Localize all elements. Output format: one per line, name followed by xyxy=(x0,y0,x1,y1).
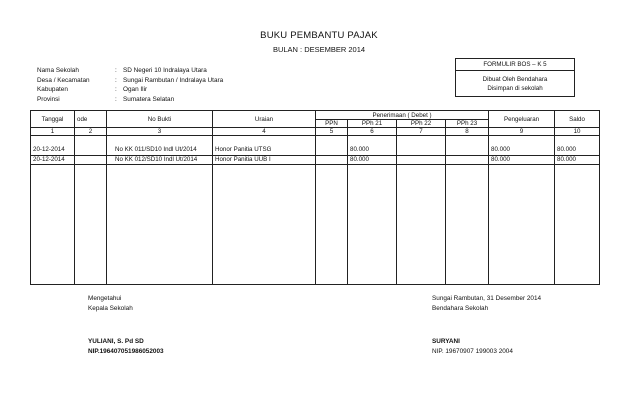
form-note xyxy=(456,71,574,96)
cell-uraian: Honor Panitia UTSG xyxy=(213,136,316,156)
info-label: Kabupaten xyxy=(37,86,68,94)
cell-ppn xyxy=(316,156,348,165)
signature-role: Bendahara Sekolah xyxy=(432,304,489,312)
cell-ppn xyxy=(316,136,348,156)
col-header-pph22: PPh 22 xyxy=(397,120,446,128)
info-row-nama-sekolah xyxy=(37,66,223,76)
column-number: 5 xyxy=(316,128,348,136)
info-value: Sungai Rambutan / Indralaya Utara xyxy=(123,76,224,84)
cell-saldo: 80.000 xyxy=(555,136,600,156)
cell-pengeluaran: 80.000 xyxy=(489,136,555,156)
column-number: 6 xyxy=(348,128,397,136)
info-value: Sumatera Selatan xyxy=(123,95,175,103)
cell-kode xyxy=(75,156,107,165)
info-colon: : xyxy=(115,86,117,94)
table-row xyxy=(31,136,600,156)
info-value: SD Negeri 10 Indralaya Utara xyxy=(123,67,207,74)
form-note-line: Disimpan di sekolah xyxy=(487,85,543,92)
column-number-row xyxy=(31,128,600,136)
info-row-desa-kecamatan xyxy=(37,76,223,86)
info-colon: : xyxy=(115,95,117,103)
column-number: 2 xyxy=(75,128,107,136)
signature-line: Mengetahui xyxy=(88,295,122,302)
tax-ledger-table xyxy=(30,110,600,285)
info-colon: : xyxy=(115,67,117,74)
cell-no-bukti: No KK 012/SD10 Indl Ut/2014 xyxy=(107,156,213,165)
column-number: 8 xyxy=(446,128,489,136)
form-code: FORMULIR BOS – K 5 xyxy=(456,59,574,71)
info-label: Provinsi xyxy=(37,95,60,103)
col-header-saldo: Saldo xyxy=(555,111,600,128)
column-number: 1 xyxy=(31,128,75,136)
signature-nip: NIP. 19670907 199003 2004 xyxy=(432,347,513,355)
info-row-kabupaten xyxy=(37,85,223,95)
col-header-no-bukti: No Bukti xyxy=(107,111,213,128)
cell-no-bukti: No KK 011/SD10 Indl Ut/2014 xyxy=(107,136,213,156)
column-number: 9 xyxy=(489,128,555,136)
col-header-uraian: Uraian xyxy=(213,111,316,128)
signature-principal xyxy=(88,294,164,356)
cell-pph21: 80.000 xyxy=(348,156,397,165)
info-value: Ogan Ilir xyxy=(123,86,148,94)
cell-tanggal: 20-12-2014 xyxy=(31,136,75,156)
signature-nip: NIP.196407051986052003 xyxy=(88,347,164,355)
signature-treasurer xyxy=(432,294,541,356)
info-label: Desa / Kecamatan xyxy=(37,76,90,84)
signature-role: Kepala Sekolah xyxy=(88,304,133,312)
cell-saldo: 80.000 xyxy=(555,156,600,165)
cell-pph23 xyxy=(446,136,489,156)
school-info xyxy=(37,66,223,104)
cell-uraian: Honor Panitia UUB I xyxy=(213,156,316,165)
cell-pph22 xyxy=(397,156,446,165)
table-row xyxy=(31,156,600,165)
col-header-pph23: PPh 23 xyxy=(446,120,489,128)
info-colon: : xyxy=(115,76,117,84)
page-title: BUKU PEMBANTU PAJAK xyxy=(260,30,378,41)
col-header-pph21: PPh 21 xyxy=(348,120,397,128)
col-header-penerimaan: Penerimaan ( Debet ) xyxy=(316,111,489,120)
form-code-box xyxy=(455,58,575,97)
col-header-ppn: PPN xyxy=(316,120,348,128)
column-number: 3 xyxy=(107,128,213,136)
signature-name: YULIANI, S. Pd SD xyxy=(88,338,144,346)
cell-pengeluaran: 80.000 xyxy=(489,156,555,165)
column-number: 4 xyxy=(213,128,316,136)
info-row-provinsi xyxy=(37,95,223,105)
cell-tanggal: 20-12-2014 xyxy=(31,156,75,165)
cell-pph21: 80.000 xyxy=(348,136,397,156)
form-note-line: Dibuat Oleh Bendahara xyxy=(482,76,548,83)
info-label: Nama Sekolah xyxy=(37,67,79,74)
signature-place-date: Sungai Rambutan, 31 Desember 2014 xyxy=(432,295,542,302)
column-number: 10 xyxy=(555,128,600,136)
page-subtitle: BULAN : DESEMBER 2014 xyxy=(272,45,366,54)
cell-pph23 xyxy=(446,156,489,165)
col-header-tanggal: Tanggal xyxy=(31,111,75,128)
table-empty-area xyxy=(31,165,600,285)
signature-name: SURYANI xyxy=(432,338,460,346)
col-header-pengeluaran: Pengeluaran xyxy=(489,111,555,128)
col-header-kode: ode xyxy=(75,111,107,128)
column-number: 7 xyxy=(397,128,446,136)
cell-pph22 xyxy=(397,136,446,156)
cell-kode xyxy=(75,136,107,156)
